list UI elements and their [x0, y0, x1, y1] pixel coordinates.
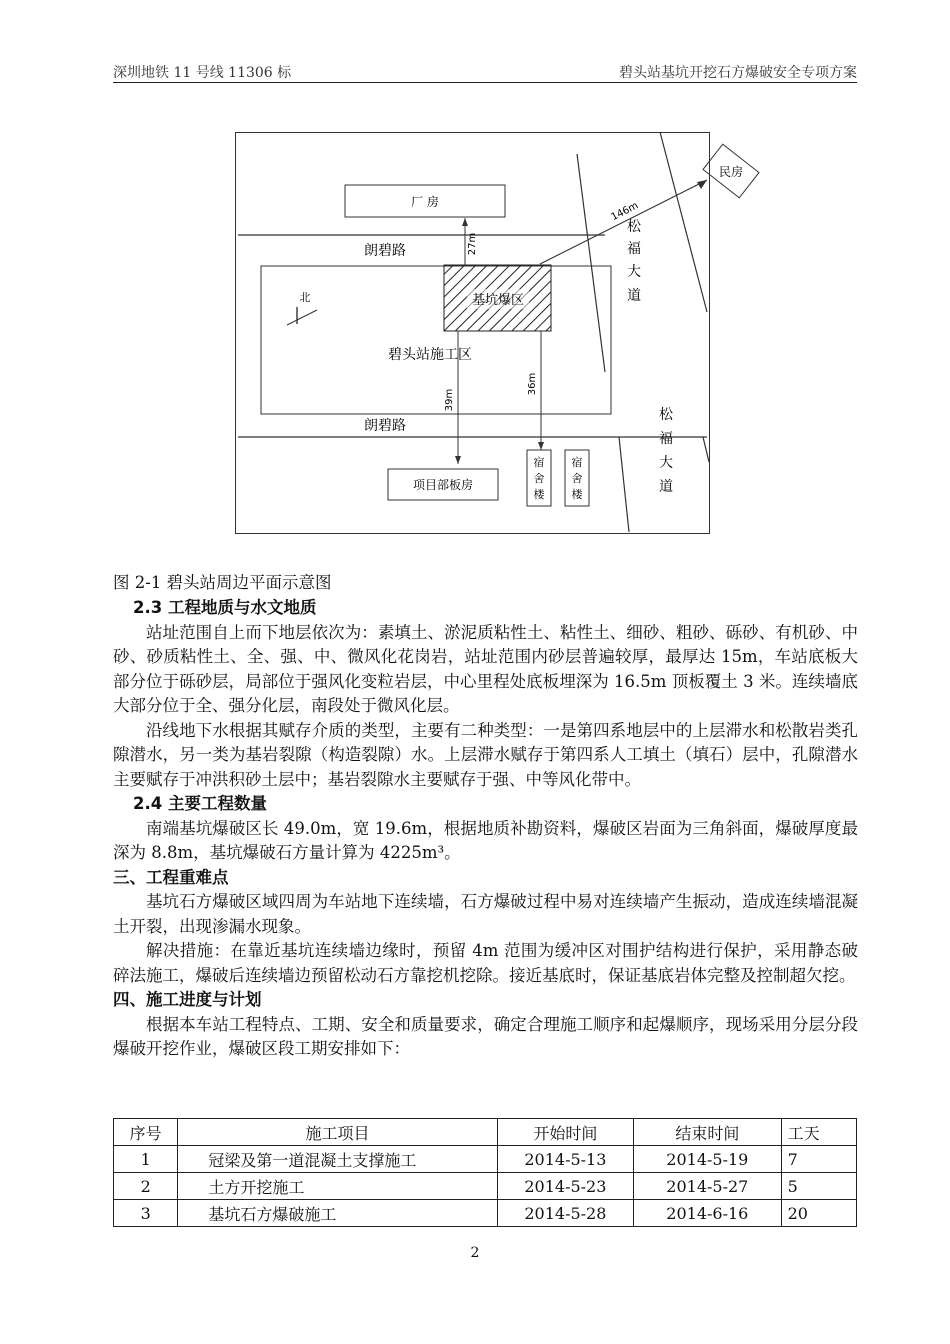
body-text — [113, 596, 858, 1062]
cell-no: 3 — [114, 1200, 178, 1227]
page-number: 2 — [470, 1245, 480, 1261]
cell-days: 7 — [781, 1146, 856, 1173]
office-distance-arrow — [455, 456, 461, 464]
avenue-west-edge-bottom — [619, 437, 629, 532]
office-distance-label: 39m — [444, 388, 455, 412]
section-3-para-2: 解决措施：在靠近基坑连续墙边缘时，预留 4m 范围为缓冲区对围护结构进行保护，采用静态破碎法施工，爆破后连续墙边预留松动石方靠挖机挖除。接近基底时，保证基底岩体完整及控制超欠挖。 — [113, 941, 858, 985]
col-header-start: 开始时间 — [497, 1119, 633, 1146]
header-rule — [113, 82, 857, 83]
cell-item: 土方开挖施工 — [178, 1173, 497, 1200]
cell-start: 2014-5-13 — [497, 1146, 633, 1173]
dorm-1-char-3: 楼 — [533, 488, 545, 501]
house-distance-arrow — [697, 180, 707, 189]
cell-item: 冠梁及第一道混凝土支撑施工 — [178, 1146, 497, 1173]
dorm-distance-arrow — [538, 442, 544, 450]
table-row — [114, 1173, 857, 1200]
col-header-end: 结束时间 — [634, 1119, 781, 1146]
north-arrow-icon — [287, 307, 317, 325]
section-2-3-para-2: 沿线地下水根据其赋存介质的类型，主要有二种类型：一是第四系地层中的上层滞水和松散岩类孔隙潜水，另一类为基岩裂隙（构造裂隙）水。上层滞水赋存于第四系人工填土（填石）层中，孔隙潜水主要赋存于冲洪积砂土层中；基岩裂隙水主要赋存于强、中等风化带中。 — [113, 720, 858, 789]
avenue-bottom-char-3: 大 — [659, 455, 673, 471]
diagram-frame — [236, 133, 710, 534]
section-2-3-heading: 2.3 工程地质与水文地质 — [133, 598, 317, 617]
section-4-heading: 四、施工进度与计划 — [113, 990, 262, 1009]
cell-item: 基坑石方爆破施工 — [178, 1200, 497, 1227]
schedule-table — [113, 1118, 857, 1227]
cell-start: 2014-5-28 — [497, 1200, 633, 1227]
north-label: 北 — [299, 291, 311, 304]
road-south-label: 朗碧路 — [364, 418, 406, 434]
blast-pit-label: 基坑爆区 — [471, 293, 525, 308]
avenue-top-char-1: 松 — [627, 219, 641, 235]
dorm-distance-label: 36m — [527, 372, 538, 396]
avenue-bottom-char-2: 福 — [659, 431, 673, 447]
site-area-box — [261, 266, 611, 414]
avenue-top-char-4: 道 — [627, 288, 641, 304]
section-4-para-1: 根据本车站工程特点、工期、安全和质量要求，确定合理施工顺序和起爆顺序，现场采用分层分段爆破开挖作业，爆破区段工期安排如下： — [113, 1014, 858, 1058]
cell-end: 2014-6-16 — [634, 1200, 781, 1227]
section-2-4-para-1: 南端基坑爆破区长 49.0m，宽 19.6m，根据地质补勘资料，爆破区岩面为三角斜面，爆破厚度最深为 8.8m，基坑爆破石方量计算为 4225m³。 — [113, 818, 858, 862]
table-row — [114, 1146, 857, 1173]
avenue-top-char-3: 大 — [627, 264, 641, 280]
avenue-east-edge-bottom — [703, 437, 709, 462]
road-north-label: 朗碧路 — [364, 243, 406, 259]
avenue-bottom-char-4: 道 — [659, 479, 673, 495]
cell-days: 20 — [781, 1200, 856, 1227]
dorm-2-char-2: 舍 — [571, 472, 583, 485]
avenue-east-edge-top — [660, 132, 707, 312]
avenue-west-edge-top — [577, 154, 605, 372]
avenue-top-char-2: 福 — [627, 241, 641, 257]
cell-no: 2 — [114, 1173, 178, 1200]
factory-distance-label: 27m — [467, 232, 478, 256]
table-header-row — [114, 1119, 857, 1146]
avenue-bottom-char-1: 松 — [659, 407, 673, 423]
section-2-4-heading: 2.4 主要工程数量 — [133, 794, 267, 813]
col-header-no: 序号 — [114, 1119, 178, 1146]
header-right: 碧头站基坑开挖石方爆破安全专项方案 — [619, 65, 857, 81]
dorm-2-char-3: 楼 — [571, 488, 583, 501]
figure-caption: 图 2-1 碧头站周边平面示意图 — [113, 573, 332, 592]
cell-end: 2014-5-19 — [634, 1146, 781, 1173]
table-row — [114, 1200, 857, 1227]
site-plan-diagram — [235, 132, 744, 534]
cell-days: 5 — [781, 1173, 856, 1200]
cell-no: 1 — [114, 1146, 178, 1173]
section-2-3-para-1: 站址范围自上而下地层依次为：素填土、淤泥质粘性土、粘性土、细砂、粗砂、砾砂、有机砂、中砂、砂质粘性土、全、强、中、微风化花岗岩，站址范围内砂层普遍较厚，最厚达 15m，车站底板大部分位于砾砂层，局部位于强风化变粒岩层，中心里程处底板埋深为 16.5m 顶板覆土 3 米。连续墙底大部分位于全、强分化层，南段处于微风化层。 — [113, 622, 858, 715]
cell-start: 2014-5-23 — [497, 1173, 633, 1200]
dorm-2-char-1: 宿 — [571, 456, 583, 469]
section-3-heading: 三、工程重难点 — [113, 867, 229, 887]
house-label: 民房 — [718, 165, 744, 179]
house-distance-line — [540, 180, 707, 264]
site-area-label: 碧头站施工区 — [388, 347, 472, 363]
header-left: 深圳地铁 11 号线 11306 标 — [113, 65, 292, 81]
factory-distance-arrow — [462, 218, 468, 226]
house-distance-label: 146m — [609, 200, 641, 224]
section-3-para-1: 基坑石方爆破区域四周为车站地下连续墙，石方爆破过程中易对连续墙产生振动，造成连续墙混凝土开裂，出现渗漏水现象。 — [113, 892, 858, 936]
office-label: 项目部板房 — [412, 478, 474, 492]
cell-end: 2014-5-27 — [634, 1173, 781, 1200]
col-header-item: 施工项目 — [178, 1119, 497, 1146]
dorm-1-char-2: 舍 — [533, 472, 545, 485]
col-header-days: 工天 — [781, 1119, 856, 1146]
dorm-1-char-1: 宿 — [533, 456, 545, 469]
factory-label: 厂 房 — [411, 195, 439, 209]
